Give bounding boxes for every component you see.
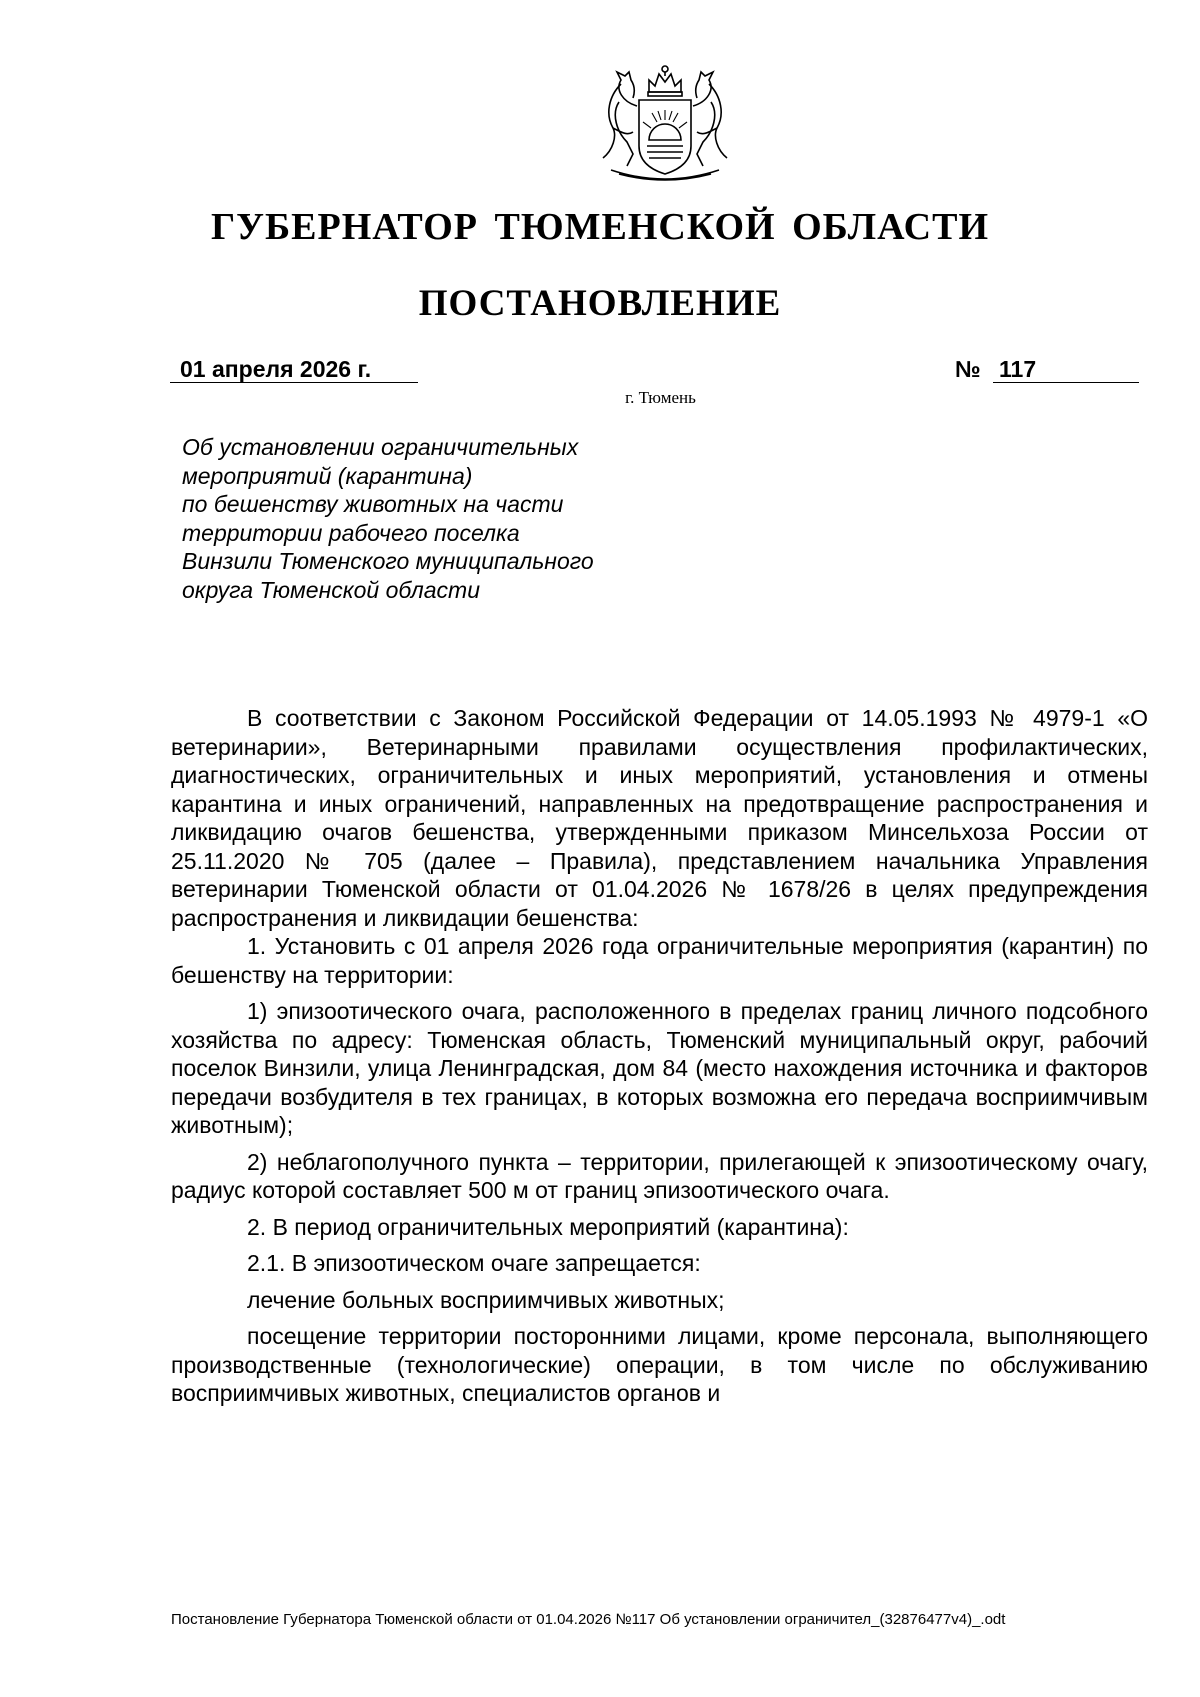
- document-type: ПОСТАНОВЛЕНИЕ: [418, 283, 782, 324]
- subject-line: Об установлении ограничительных: [182, 434, 579, 460]
- subject-line: Винзили Тюменского муниципального: [182, 548, 594, 574]
- document-subject: [182, 433, 702, 604]
- body-paragraph: 2. В период ограничительных мероприятий (карантина):: [247, 1213, 849, 1240]
- body-paragraph: 2.1. В эпизоотическом очаге запрещается:: [247, 1250, 701, 1276]
- document-body: [171, 704, 1148, 1408]
- coat-of-arms-icon: [591, 62, 739, 192]
- body-paragraph: 1. Установить с 01 апреля 2026 года ограничительные мероприятия (карантин) по бешенству на территории:: [171, 933, 1148, 988]
- document-date: 01 апреля 2026 г.: [170, 356, 418, 383]
- subject-line: округа Тюменской области: [182, 576, 481, 603]
- body-paragraph: 1) эпизоотического очага, расположенного в пределах границ личного подсобного хозяйства по адресу: Тюменская область, Тюменский муниципальный округ, рабочий поселок Винзили, улица Ленинградская, дом 84 (место нахождения источника и факторов передачи возбудителя в тех границах, в которых возможна его передача восприимчивым животным);: [171, 998, 1148, 1138]
- document-city: г. Тюмень: [625, 388, 696, 407]
- number-sign: №: [955, 356, 981, 382]
- body-paragraph: В соответствии с Законом Российской Федерации от 14.05.1993 № 4979-1 «О ветеринарии», Ветеринарными правилами осуществления профилактических, диагностических, ограничительных и иных мероприятий, установления и отмены карантина и иных ограничений, направленных на предотвращение распространения и ликвидацию очагов бешенства, утвержденными приказом Минсельхоза России от 25.11.2020 № 705 (далее – Правила), представлением начальника Управления ветеринарии Тюменской области от 01.04.2026 № 1678/26 в целях предупреждения распространения и ликвидации бешенства:: [171, 705, 1148, 931]
- organization-title: ГУБЕРНАТОР ТЮМЕНСКОЙ ОБЛАСТИ: [210, 206, 990, 248]
- subject-line: мероприятий (карантина): [182, 462, 473, 489]
- body-paragraph: лечение больных восприимчивых животных;: [247, 1286, 725, 1313]
- subject-line: по бешенству животных на части: [182, 491, 564, 517]
- subject-line: территории рабочего поселка: [182, 519, 520, 546]
- body-paragraph: 2) неблагополучного пункта – территории, прилегающей к эпизоотическому очагу, радиус которой составляет 500 м от границ эпизоотического очага.: [171, 1148, 1148, 1203]
- body-paragraph: посещение территории посторонними лицами, кроме персонала, выполняющего производственные (технологические) операции, в том числе по обслуживанию восприимчивых животных, специалистов органов и: [171, 1323, 1148, 1406]
- document-number: 117: [993, 356, 1139, 383]
- footer-filename: Постановление Губернатора Тюменской области от 01.04.2026 №117 Об установлении ограничител_(32876477v4)_.odt: [171, 1611, 1006, 1628]
